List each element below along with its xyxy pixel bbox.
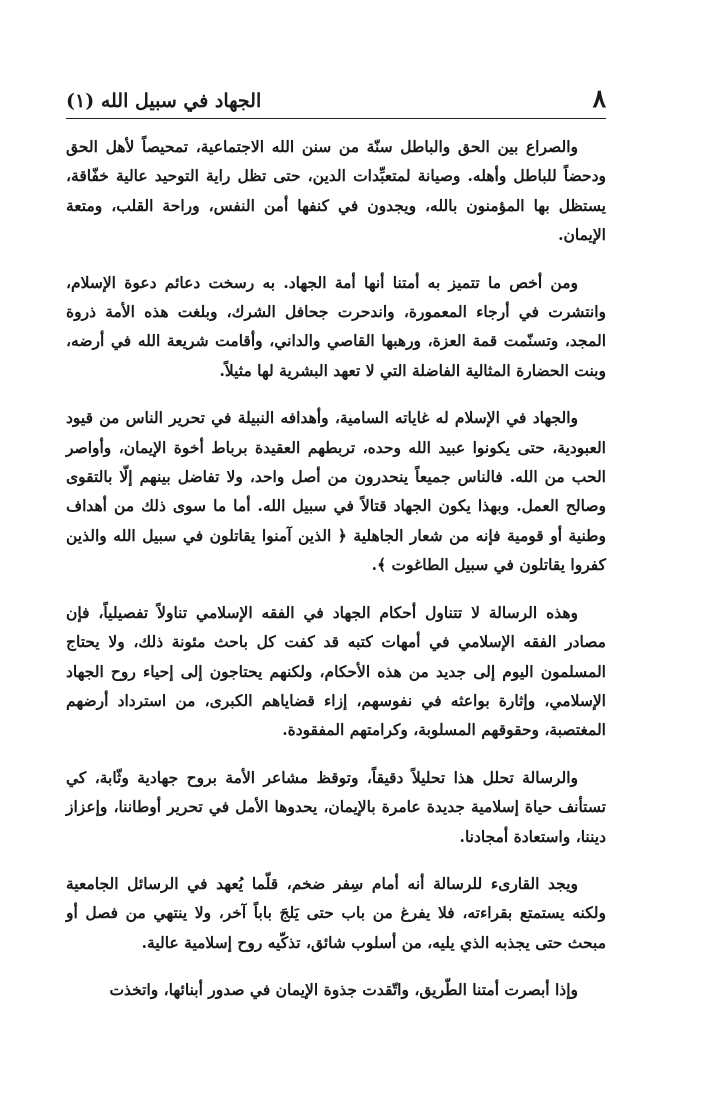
paragraph: والرسالة تحلل هذا تحليلاً دقيقاً، وتوقظ مشاعر الأمة بروح جهادية وثّابة، كي تستأنف حياة إسلامية جديدة عامرة بالإيمان، يحدوها الأمل في تحرير أوطاننا، وإعزاز ديننا، واستعادة أمجادنا. bbox=[66, 767, 606, 846]
body-text bbox=[66, 132, 606, 1005]
paragraph: ويجد القارىء للرسالة أنه أمام سِفر ضخم، قلّما يُعهد في الرسائل الجامعية ولكنه يستمتع بقراءته، فلا يفرغ من باب حتى يَلجَ باباً آخر، ولا ينتهي من فصل أو مبحث حتى يجذبه الذي يليه، من أسلوب شائق، تذكّيه روح إسلامية عالية. bbox=[66, 873, 606, 952]
paragraph: وهذه الرسالة لا تتناول أحكام الجهاد في الفقه الإسلامي تناولاً تفصيلياً، فإن مصادر الفقه الإسلامي في أمهات كتبه قد كفت كل باحث مئونة ذلك، ولا يحتاج المسلمون اليوم إلى جديد من هذه الأحكام، ولكنهم يحتاجون إلى إحياء روح الجهاد الإسلامي، وإثارة بواعثه في نفوسهم، إزاء قضاياهم الكبرى، من استرداد أرضهم المغتصبة، وحقوقهم المسلوبة، وكرامتهم المفقودة. bbox=[66, 602, 606, 740]
running-title: الجهاد في سبيل الله (١) bbox=[66, 90, 262, 112]
paragraph: وإذا أبصرت أمتنا الطّريق، واتّقدت جذوة الإيمان في صدور أبنائها، واتخذت bbox=[109, 980, 578, 1000]
page-number: ٨ bbox=[592, 84, 606, 113]
paragraph: والجهاد في الإسلام له غاياته السامية، وأهدافه النبيلة في تحرير الناس من قيود العبودية، حتى يكونوا عبيد الله وحده، تربطهم العقيدة برباط أخوة الإيمان، وأواصر الحب من الله. فالناس جميعاً ينحدرون من أصل واحد، ولا تفاضل بينهم إلّا بالتقوى وصالح العمل. وبهذا يكون الجهاد قتالاً في سبيل الله. أما ما سوى ذلك من أهداف وطنية أو قومية فإنه من شعار الجاهلية ﴿ الذين آمنوا يقاتلون في سبيل الله والذين كفروا يقاتلون في سبيل الطاغوت ﴾. bbox=[66, 408, 606, 575]
header-divider bbox=[66, 118, 606, 119]
page-header bbox=[66, 84, 606, 118]
paragraph: والصراع بين الحق والباطل سنّة من سنن الله الاجتماعية، تمحيصاً لأهل الحق ودحضاً للباطل وأهله. وصيانة لمتعبِّدات الدين، حتى تظل راية التوحيد عالية خفّاقة، يستظل بها المؤمنون بالله، ويجدون في كنفها أمن النفس، وراحة القلب، ومتعة الإيمان. bbox=[66, 137, 606, 245]
paragraph: ومن أخص ما تتميز به أمتنا أنها أمة الجهاد. به رسخت دعائم دعوة الإسلام، وانتشرت في أرجاء المعمورة، واندحرت جحافل الشرك، وبلغت هذه الأمة ذروة المجد، وتسنّمت قمة العزة، ورهبها القاصي والداني، وأقامت شريعة الله في أرضه، وبنت الحضارة المثالية الفاضلة التي لا تعهد البشرية لها مثيلاً. bbox=[66, 272, 606, 380]
